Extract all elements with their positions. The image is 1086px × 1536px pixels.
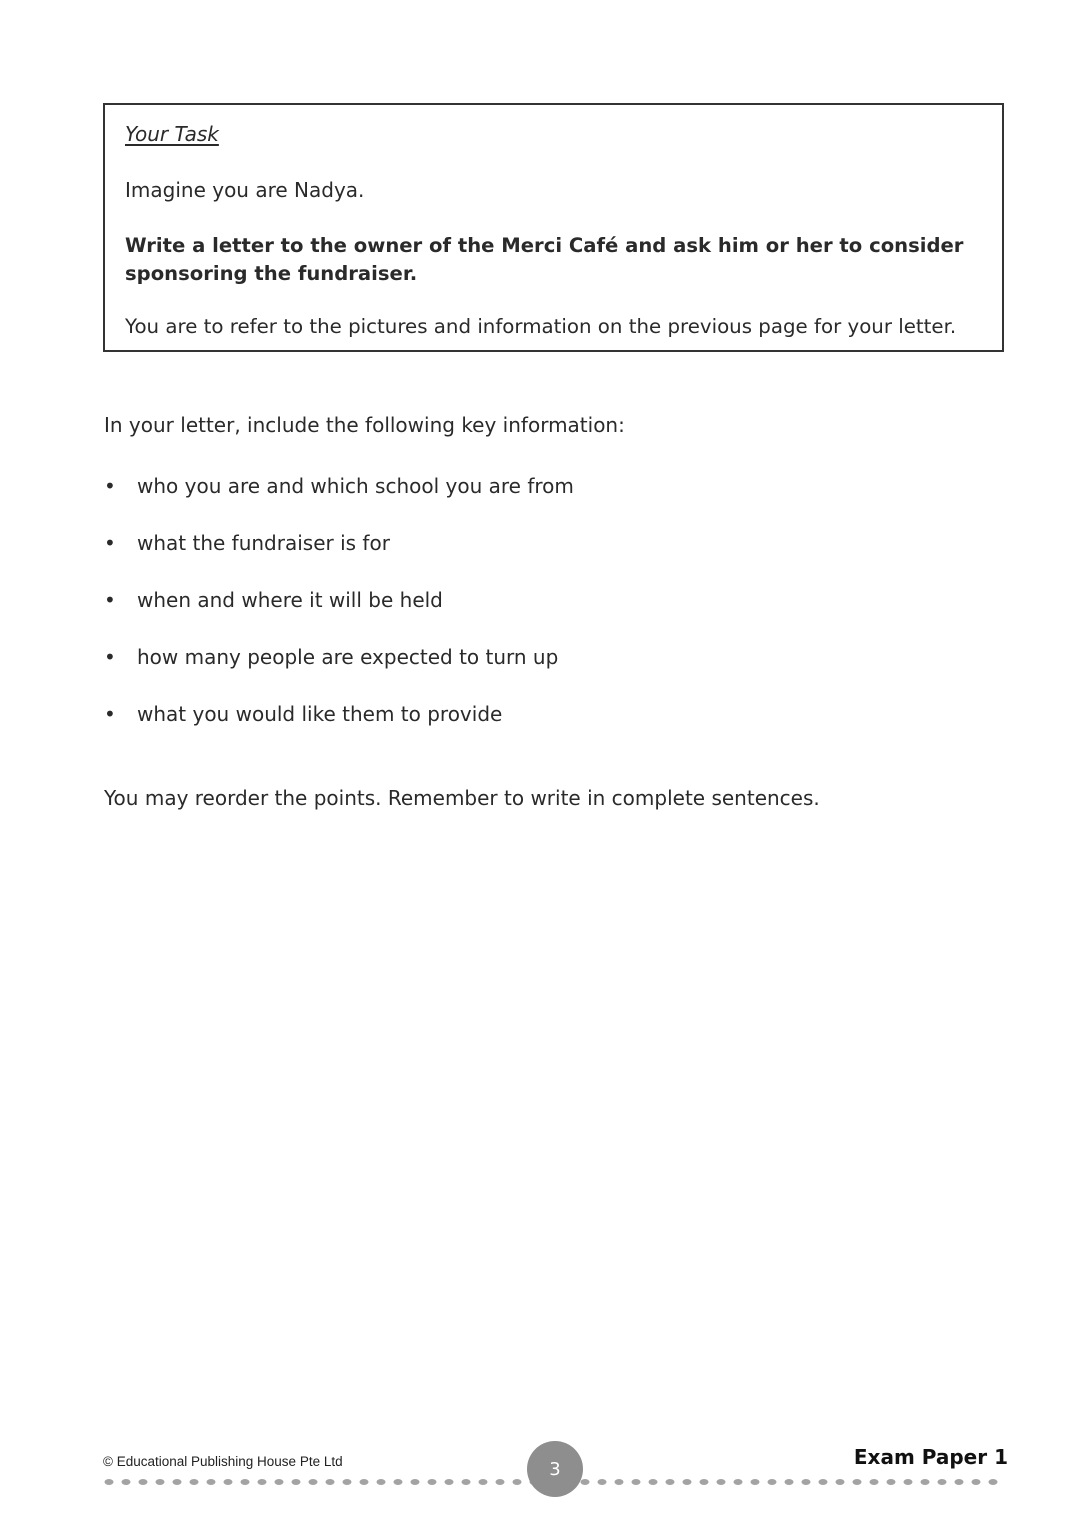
footer-dot	[938, 1479, 947, 1485]
list-item	[104, 588, 574, 645]
footer-dot	[190, 1479, 199, 1485]
footer-dot	[989, 1479, 998, 1485]
key-point-text: how many people are expected to turn up	[137, 645, 559, 669]
footer-dot	[496, 1479, 505, 1485]
footer-dot	[292, 1479, 301, 1485]
footer-dot	[921, 1479, 930, 1485]
footer-dot	[768, 1479, 777, 1485]
footer-dot	[751, 1479, 760, 1485]
footer-dot	[275, 1479, 284, 1485]
footer-dot	[700, 1479, 709, 1485]
key-point-text: when and where it will be held	[137, 588, 443, 612]
bullet-icon: •	[104, 474, 116, 498]
bullet-icon: •	[104, 702, 116, 726]
footer-dot	[632, 1479, 641, 1485]
footer-dot	[377, 1479, 386, 1485]
footer-dot	[479, 1479, 488, 1485]
closing-text: You may reorder the points. Remember to write in complete sentences.	[104, 786, 820, 810]
footer-dot	[360, 1479, 369, 1485]
bullet-icon: •	[104, 588, 116, 612]
task-heading: Your Task	[125, 122, 219, 146]
footer-dot	[105, 1479, 114, 1485]
task-note: You are to refer to the pictures and information on the previous page for your letter.	[125, 315, 957, 338]
key-point-text: who you are and which school you are from	[137, 474, 574, 498]
footer-dot	[513, 1479, 522, 1485]
footer-dot	[870, 1479, 879, 1485]
task-intro: Imagine you are Nadya.	[125, 178, 365, 202]
footer-dot	[309, 1479, 318, 1485]
list-item	[104, 474, 574, 531]
footer-dot	[139, 1479, 148, 1485]
footer-dot	[326, 1479, 335, 1485]
footer-dot	[173, 1479, 182, 1485]
list-item	[104, 531, 574, 588]
footer-dot	[598, 1479, 607, 1485]
footer-dot	[972, 1479, 981, 1485]
page-number-badge	[527, 1441, 583, 1497]
footer-dot	[887, 1479, 896, 1485]
footer-dot	[666, 1479, 675, 1485]
footer-dot	[717, 1479, 726, 1485]
footer-dot	[224, 1479, 233, 1485]
footer-dot	[241, 1479, 250, 1485]
footer-dot	[445, 1479, 454, 1485]
footer-dot	[683, 1479, 692, 1485]
key-point-text: what the fundraiser is for	[137, 531, 390, 555]
list-item	[104, 702, 574, 759]
footer-dot	[122, 1479, 131, 1485]
bullet-icon: •	[104, 531, 116, 555]
page-number: 3	[549, 1458, 561, 1480]
footer-dot	[802, 1479, 811, 1485]
footer-dot	[649, 1479, 658, 1485]
footer-dot	[904, 1479, 913, 1485]
footer-dot	[785, 1479, 794, 1485]
footer-dot	[428, 1479, 437, 1485]
footer-dot	[343, 1479, 352, 1485]
footer-copyright: © Educational Publishing House Pte Ltd	[103, 1454, 343, 1469]
footer-dot	[836, 1479, 845, 1485]
footer-dot	[581, 1479, 590, 1485]
footer-dot	[207, 1479, 216, 1485]
footer-dot	[955, 1479, 964, 1485]
task-box	[103, 103, 1004, 352]
footer-dot	[462, 1479, 471, 1485]
bullet-icon: •	[104, 645, 116, 669]
key-point-text: what you would like them to provide	[137, 702, 503, 726]
list-item	[104, 645, 574, 702]
footer-dot	[734, 1479, 743, 1485]
key-points-list	[104, 474, 574, 759]
footer-dot	[394, 1479, 403, 1485]
footer-dot	[853, 1479, 862, 1485]
footer-dot	[819, 1479, 828, 1485]
footer-series-label: Exam Paper 1	[853, 1445, 1008, 1469]
footer-dot	[615, 1479, 624, 1485]
footer-dot	[156, 1479, 165, 1485]
footer-dot	[258, 1479, 267, 1485]
lead-text: In your letter, include the following key information:	[104, 413, 625, 437]
footer-dot	[411, 1479, 420, 1485]
task-instruction: Write a letter to the owner of the Merci Café and ask him or her to consider sponsoring the fundraiser.	[125, 234, 964, 285]
